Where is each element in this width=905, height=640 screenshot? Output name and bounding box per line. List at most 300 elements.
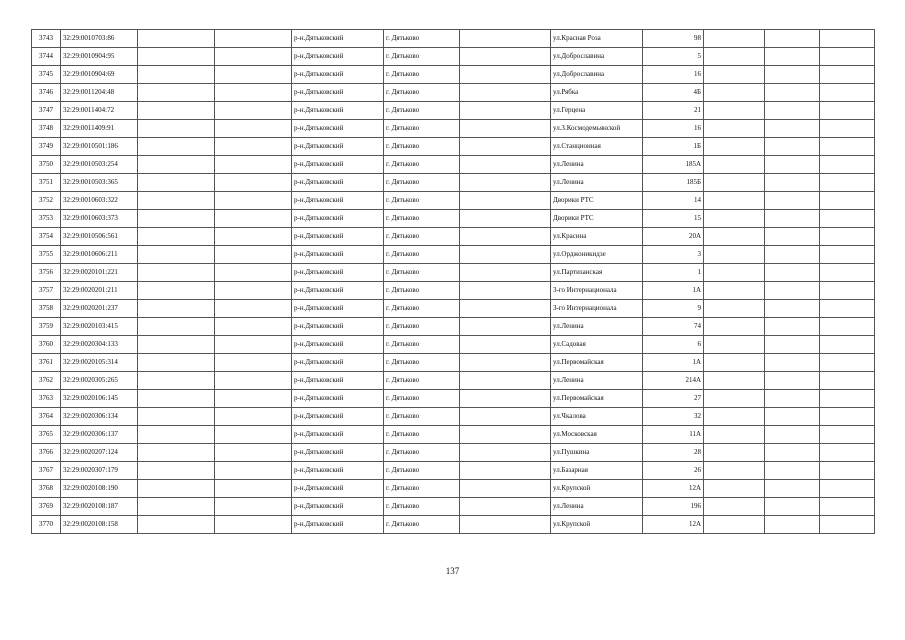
empty-cell <box>215 336 292 354</box>
empty-cell <box>215 138 292 156</box>
empty-cell <box>820 156 875 174</box>
district-cell: р-н.Дятьковский <box>292 84 384 102</box>
district-cell: р-н.Дятьковский <box>292 138 384 156</box>
empty-cell <box>138 156 215 174</box>
district-cell: р-н.Дятьковский <box>292 354 384 372</box>
cadastral-number-cell: 32:29:0020306:137 <box>61 426 138 444</box>
house-number-cell: 185Б <box>643 174 704 192</box>
table-row <box>32 246 875 264</box>
empty-cell <box>820 408 875 426</box>
street-cell: ул.Партизанская <box>551 264 643 282</box>
empty-cell <box>765 300 820 318</box>
district-cell: р-н.Дятьковский <box>292 102 384 120</box>
table-row <box>32 354 875 372</box>
empty-cell <box>704 120 765 138</box>
street-cell: 3-го Интернационала <box>551 282 643 300</box>
district-cell: р-н.Дятьковский <box>292 48 384 66</box>
street-cell: ул.Герцена <box>551 102 643 120</box>
table-row <box>32 426 875 444</box>
district-cell: р-н.Дятьковский <box>292 516 384 534</box>
house-number-cell: 12А <box>643 516 704 534</box>
row-number-cell: 3753 <box>32 210 61 228</box>
street-cell: ул.Ленина <box>551 498 643 516</box>
city-cell: г. Дятьково <box>384 318 460 336</box>
empty-cell <box>215 498 292 516</box>
empty-cell <box>765 444 820 462</box>
district-cell: р-н.Дятьковский <box>292 390 384 408</box>
empty-cell <box>765 390 820 408</box>
empty-cell <box>215 390 292 408</box>
page-number: 137 <box>445 566 460 576</box>
house-number-cell: 16 <box>643 66 704 84</box>
empty-cell <box>460 84 551 102</box>
street-cell: ул.Красная Роза <box>551 30 643 48</box>
city-cell: г. Дятьково <box>384 66 460 84</box>
city-cell: г. Дятьково <box>384 174 460 192</box>
table-row <box>32 444 875 462</box>
cadastral-number-cell: 32:29:0011404:72 <box>61 102 138 120</box>
city-cell: г. Дятьково <box>384 282 460 300</box>
district-cell: р-н.Дятьковский <box>292 372 384 390</box>
empty-cell <box>704 462 765 480</box>
empty-cell <box>820 66 875 84</box>
empty-cell <box>765 30 820 48</box>
street-cell: ул.З.Космодемьянской <box>551 120 643 138</box>
row-number-cell: 3748 <box>32 120 61 138</box>
empty-cell <box>820 462 875 480</box>
empty-cell <box>704 372 765 390</box>
empty-cell <box>765 228 820 246</box>
district-cell: р-н.Дятьковский <box>292 300 384 318</box>
empty-cell <box>460 318 551 336</box>
empty-cell <box>765 516 820 534</box>
street-cell: ул.Орджоникидзе <box>551 246 643 264</box>
city-cell: г. Дятьково <box>384 210 460 228</box>
city-cell: г. Дятьково <box>384 462 460 480</box>
row-number-cell: 3760 <box>32 336 61 354</box>
table-row <box>32 480 875 498</box>
house-number-cell: 27 <box>643 390 704 408</box>
street-cell: ул.Ленина <box>551 372 643 390</box>
city-cell: г. Дятьково <box>384 246 460 264</box>
empty-cell <box>460 48 551 66</box>
empty-cell <box>215 444 292 462</box>
empty-cell <box>820 228 875 246</box>
row-number-cell: 3755 <box>32 246 61 264</box>
cadastral-number-cell: 32:29:0010703:86 <box>61 30 138 48</box>
city-cell: г. Дятьково <box>384 498 460 516</box>
table-row <box>32 300 875 318</box>
empty-cell <box>704 300 765 318</box>
empty-cell <box>820 282 875 300</box>
empty-cell <box>215 120 292 138</box>
house-number-cell: 21 <box>643 102 704 120</box>
empty-cell <box>460 516 551 534</box>
empty-cell <box>138 354 215 372</box>
district-cell: р-н.Дятьковский <box>292 120 384 138</box>
house-number-cell: 1А <box>643 354 704 372</box>
table-row <box>32 372 875 390</box>
empty-cell <box>138 174 215 192</box>
street-cell: ул.Доброславина <box>551 48 643 66</box>
street-cell: 3-го Интернационала <box>551 300 643 318</box>
street-cell: ул.Базарная <box>551 462 643 480</box>
empty-cell <box>704 264 765 282</box>
empty-cell <box>704 174 765 192</box>
cadastral-number-cell: 32:29:0010506:561 <box>61 228 138 246</box>
house-number-cell: 74 <box>643 318 704 336</box>
empty-cell <box>460 66 551 84</box>
district-cell: р-н.Дятьковский <box>292 174 384 192</box>
empty-cell <box>765 174 820 192</box>
empty-cell <box>138 228 215 246</box>
row-number-cell: 3765 <box>32 426 61 444</box>
row-number-cell: 3769 <box>32 498 61 516</box>
table-row <box>32 156 875 174</box>
house-number-cell: 214А <box>643 372 704 390</box>
city-cell: г. Дятьково <box>384 408 460 426</box>
district-cell: р-н.Дятьковский <box>292 408 384 426</box>
empty-cell <box>215 30 292 48</box>
house-number-cell: 12А <box>643 480 704 498</box>
empty-cell <box>460 264 551 282</box>
cadastral-number-cell: 32:29:0020304:133 <box>61 336 138 354</box>
empty-cell <box>138 120 215 138</box>
street-cell: ул.Доброславина <box>551 66 643 84</box>
empty-cell <box>215 372 292 390</box>
row-number-cell: 3766 <box>32 444 61 462</box>
empty-cell <box>820 102 875 120</box>
house-number-cell: 6 <box>643 336 704 354</box>
row-number-cell: 3747 <box>32 102 61 120</box>
row-number-cell: 3759 <box>32 318 61 336</box>
empty-cell <box>704 228 765 246</box>
empty-cell <box>704 30 765 48</box>
empty-cell <box>765 336 820 354</box>
empty-cell <box>765 498 820 516</box>
empty-cell <box>215 300 292 318</box>
empty-cell <box>460 246 551 264</box>
row-number-cell: 3762 <box>32 372 61 390</box>
house-number-cell: 32 <box>643 408 704 426</box>
cadastral-number-cell: 32:29:0020108:187 <box>61 498 138 516</box>
empty-cell <box>704 408 765 426</box>
empty-cell <box>138 84 215 102</box>
row-number-cell: 3770 <box>32 516 61 534</box>
cadastral-number-cell: 32:29:0010603:373 <box>61 210 138 228</box>
empty-cell <box>215 354 292 372</box>
cadastral-number-cell: 32:29:0020105:314 <box>61 354 138 372</box>
table-row <box>32 408 875 426</box>
house-number-cell: 98 <box>643 30 704 48</box>
row-number-cell: 3743 <box>32 30 61 48</box>
house-number-cell: 1А <box>643 282 704 300</box>
house-number-cell: 11А <box>643 426 704 444</box>
street-cell: ул.Садовая <box>551 336 643 354</box>
street-cell: ул.Чкалова <box>551 408 643 426</box>
empty-cell <box>215 48 292 66</box>
street-cell: ул.Ленина <box>551 156 643 174</box>
empty-cell <box>704 210 765 228</box>
empty-cell <box>765 138 820 156</box>
house-number-cell: 5 <box>643 48 704 66</box>
city-cell: г. Дятьково <box>384 138 460 156</box>
empty-cell <box>215 210 292 228</box>
empty-cell <box>704 66 765 84</box>
empty-cell <box>460 336 551 354</box>
district-cell: р-н.Дятьковский <box>292 336 384 354</box>
empty-cell <box>138 300 215 318</box>
cadastral-number-cell: 32:29:0020201:237 <box>61 300 138 318</box>
street-cell: Дворики РТС <box>551 210 643 228</box>
empty-cell <box>820 138 875 156</box>
street-cell: ул.Первомайская <box>551 354 643 372</box>
city-cell: г. Дятьково <box>384 264 460 282</box>
district-cell: р-н.Дятьковский <box>292 192 384 210</box>
street-cell: ул.Московская <box>551 426 643 444</box>
empty-cell <box>460 156 551 174</box>
street-cell: ул.Крупской <box>551 480 643 498</box>
empty-cell <box>138 48 215 66</box>
city-cell: г. Дятьково <box>384 372 460 390</box>
cadastral-number-cell: 32:29:0020306:134 <box>61 408 138 426</box>
empty-cell <box>460 408 551 426</box>
empty-cell <box>138 336 215 354</box>
table-row <box>32 84 875 102</box>
city-cell: г. Дятьково <box>384 120 460 138</box>
house-number-cell: 4Б <box>643 84 704 102</box>
empty-cell <box>215 516 292 534</box>
table-row <box>32 210 875 228</box>
empty-cell <box>138 372 215 390</box>
empty-cell <box>704 48 765 66</box>
district-cell: р-н.Дятьковский <box>292 246 384 264</box>
district-cell: р-н.Дятьковский <box>292 444 384 462</box>
registry-table <box>31 29 875 534</box>
empty-cell <box>820 480 875 498</box>
house-number-cell: 3 <box>643 246 704 264</box>
table-row <box>32 48 875 66</box>
empty-cell <box>820 372 875 390</box>
cadastral-number-cell: 32:29:0010603:322 <box>61 192 138 210</box>
table-row <box>32 66 875 84</box>
empty-cell <box>820 444 875 462</box>
empty-cell <box>138 282 215 300</box>
house-number-cell: 1Б <box>643 138 704 156</box>
empty-cell <box>138 210 215 228</box>
empty-cell <box>215 480 292 498</box>
row-number-cell: 3752 <box>32 192 61 210</box>
cadastral-number-cell: 32:29:0010606:211 <box>61 246 138 264</box>
empty-cell <box>704 246 765 264</box>
empty-cell <box>704 102 765 120</box>
district-cell: р-н.Дятьковский <box>292 66 384 84</box>
empty-cell <box>704 156 765 174</box>
table-row <box>32 390 875 408</box>
cadastral-number-cell: 32:29:0020207:124 <box>61 444 138 462</box>
row-number-cell: 3768 <box>32 480 61 498</box>
empty-cell <box>765 210 820 228</box>
district-cell: р-н.Дятьковский <box>292 498 384 516</box>
house-number-cell: 14 <box>643 192 704 210</box>
district-cell: р-н.Дятьковский <box>292 318 384 336</box>
street-cell: ул.Рябка <box>551 84 643 102</box>
table-row <box>32 462 875 480</box>
district-cell: р-н.Дятьковский <box>292 462 384 480</box>
empty-cell <box>215 156 292 174</box>
empty-cell <box>215 426 292 444</box>
street-cell: ул.Пушкина <box>551 444 643 462</box>
empty-cell <box>215 318 292 336</box>
empty-cell <box>765 408 820 426</box>
table-row <box>32 264 875 282</box>
empty-cell <box>138 246 215 264</box>
empty-cell <box>138 498 215 516</box>
empty-cell <box>138 408 215 426</box>
empty-cell <box>765 282 820 300</box>
empty-cell <box>215 102 292 120</box>
city-cell: г. Дятьково <box>384 156 460 174</box>
empty-cell <box>820 426 875 444</box>
empty-cell <box>215 246 292 264</box>
empty-cell <box>138 318 215 336</box>
empty-cell <box>765 462 820 480</box>
row-number-cell: 3746 <box>32 84 61 102</box>
empty-cell <box>138 444 215 462</box>
city-cell: г. Дятьково <box>384 48 460 66</box>
house-number-cell: 15 <box>643 210 704 228</box>
empty-cell <box>820 84 875 102</box>
empty-cell <box>138 462 215 480</box>
cadastral-number-cell: 32:29:0020108:158 <box>61 516 138 534</box>
row-number-cell: 3745 <box>32 66 61 84</box>
empty-cell <box>460 300 551 318</box>
table-row <box>32 498 875 516</box>
empty-cell <box>460 480 551 498</box>
table-row <box>32 102 875 120</box>
row-number-cell: 3749 <box>32 138 61 156</box>
empty-cell <box>460 174 551 192</box>
street-cell: ул.Первомайская <box>551 390 643 408</box>
empty-cell <box>138 66 215 84</box>
district-cell: р-н.Дятьковский <box>292 264 384 282</box>
cadastral-number-cell: 32:29:0010904:69 <box>61 66 138 84</box>
row-number-cell: 3744 <box>32 48 61 66</box>
district-cell: р-н.Дятьковский <box>292 30 384 48</box>
table-row <box>32 228 875 246</box>
empty-cell <box>765 354 820 372</box>
empty-cell <box>704 354 765 372</box>
city-cell: г. Дятьково <box>384 354 460 372</box>
cadastral-number-cell: 32:29:0011204:48 <box>61 84 138 102</box>
empty-cell <box>704 498 765 516</box>
empty-cell <box>704 480 765 498</box>
empty-cell <box>820 210 875 228</box>
empty-cell <box>460 210 551 228</box>
city-cell: г. Дятьково <box>384 192 460 210</box>
city-cell: г. Дятьково <box>384 84 460 102</box>
empty-cell <box>820 498 875 516</box>
empty-cell <box>215 84 292 102</box>
empty-cell <box>460 426 551 444</box>
empty-cell <box>704 426 765 444</box>
table-row <box>32 120 875 138</box>
row-number-cell: 3763 <box>32 390 61 408</box>
cadastral-number-cell: 32:29:0020101:221 <box>61 264 138 282</box>
row-number-cell: 3756 <box>32 264 61 282</box>
empty-cell <box>820 318 875 336</box>
empty-cell <box>460 354 551 372</box>
empty-cell <box>820 300 875 318</box>
cadastral-number-cell: 32:29:0020106:145 <box>61 390 138 408</box>
empty-cell <box>820 246 875 264</box>
empty-cell <box>138 390 215 408</box>
empty-cell <box>138 138 215 156</box>
empty-cell <box>765 246 820 264</box>
city-cell: г. Дятьково <box>384 390 460 408</box>
row-number-cell: 3754 <box>32 228 61 246</box>
empty-cell <box>460 102 551 120</box>
cadastral-number-cell: 32:29:0010904:95 <box>61 48 138 66</box>
cadastral-number-cell: 32:29:0020103:415 <box>61 318 138 336</box>
city-cell: г. Дятьково <box>384 300 460 318</box>
house-number-cell: 26 <box>643 462 704 480</box>
row-number-cell: 3750 <box>32 156 61 174</box>
empty-cell <box>138 192 215 210</box>
empty-cell <box>215 264 292 282</box>
empty-cell <box>215 462 292 480</box>
empty-cell <box>765 264 820 282</box>
cadastral-number-cell: 32:29:0010501:186 <box>61 138 138 156</box>
table-row <box>32 174 875 192</box>
district-cell: р-н.Дятьковский <box>292 156 384 174</box>
empty-cell <box>138 426 215 444</box>
empty-cell <box>138 102 215 120</box>
empty-cell <box>765 318 820 336</box>
table-row <box>32 318 875 336</box>
empty-cell <box>765 192 820 210</box>
table-row <box>32 30 875 48</box>
district-cell: р-н.Дятьковский <box>292 426 384 444</box>
row-number-cell: 3767 <box>32 462 61 480</box>
empty-cell <box>138 30 215 48</box>
house-number-cell: 16 <box>643 120 704 138</box>
house-number-cell: 1 <box>643 264 704 282</box>
table-row <box>32 138 875 156</box>
city-cell: г. Дятьково <box>384 102 460 120</box>
table-row <box>32 336 875 354</box>
district-cell: р-н.Дятьковский <box>292 480 384 498</box>
house-number-cell: 196 <box>643 498 704 516</box>
empty-cell <box>460 498 551 516</box>
empty-cell <box>704 444 765 462</box>
empty-cell <box>215 174 292 192</box>
row-number-cell: 3764 <box>32 408 61 426</box>
city-cell: г. Дятьково <box>384 30 460 48</box>
empty-cell <box>765 48 820 66</box>
empty-cell <box>704 336 765 354</box>
cadastral-number-cell: 32:29:0010503:365 <box>61 174 138 192</box>
empty-cell <box>704 84 765 102</box>
street-cell: Дворики РТС <box>551 192 643 210</box>
street-cell: ул.Станционная <box>551 138 643 156</box>
empty-cell <box>460 228 551 246</box>
empty-cell <box>460 30 551 48</box>
empty-cell <box>215 282 292 300</box>
empty-cell <box>820 516 875 534</box>
empty-cell <box>820 390 875 408</box>
empty-cell <box>138 516 215 534</box>
